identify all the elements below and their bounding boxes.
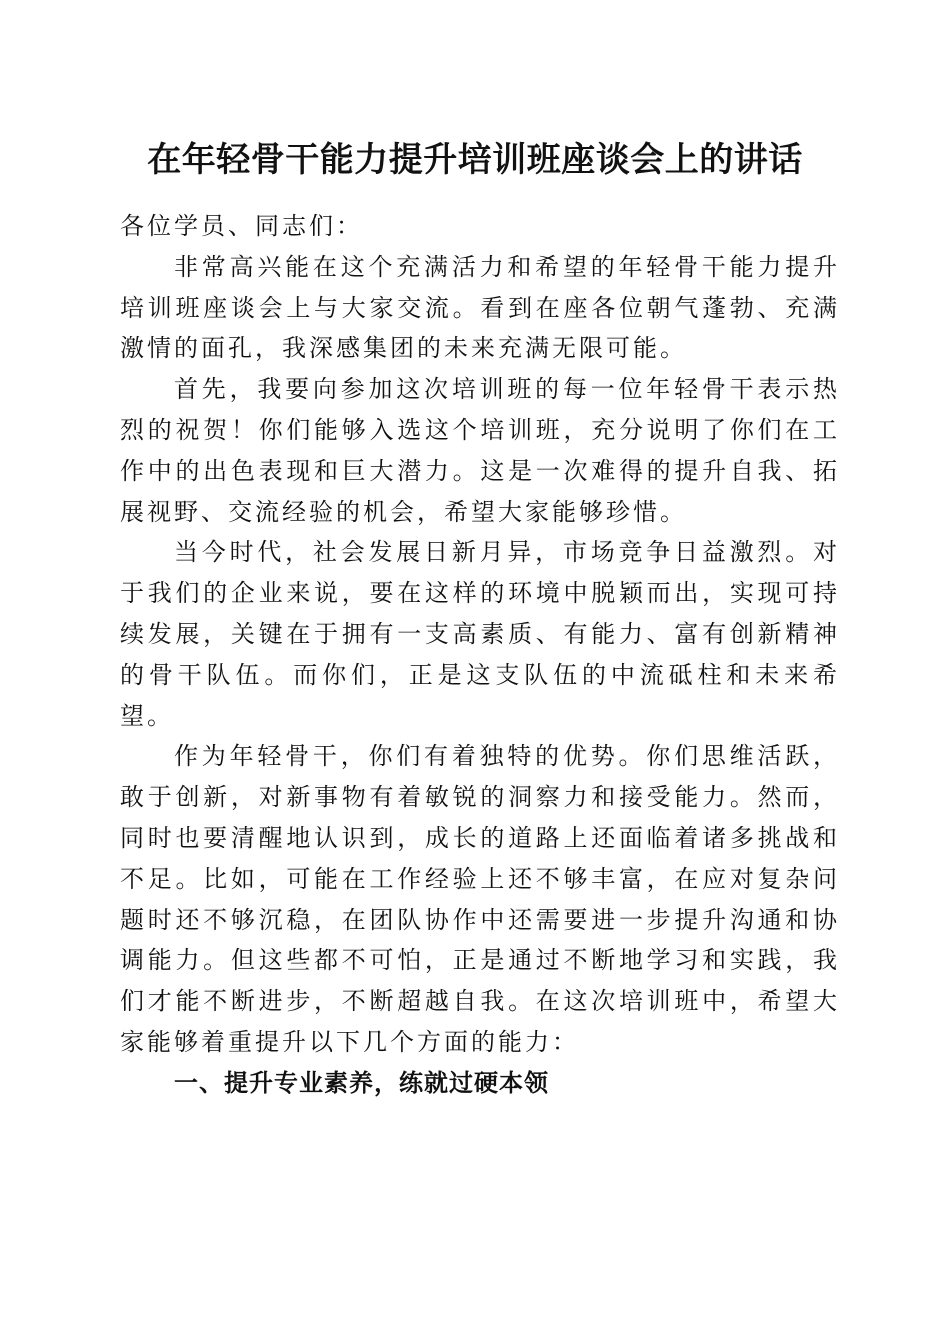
- section-heading-1: 一、提升专业素养，练就过硬本领: [174, 1068, 549, 1097]
- paragraph-2: 首先，我要向参加这次培训班的每一位年轻骨干表示热烈的祝贺！你们能够入选这个培训班，充分说明了你们在工作中的出色表现和巨大潜力。这是一次难得的提升自我、拓展视野、交流经验的机会，希望大家能够珍惜。: [120, 375, 840, 526]
- paragraph-4: 作为年轻骨干，你们有着独特的优势。你们思维活跃，敢于创新，对新事物有着敏锐的洞察力和接受能力。然而，同时也要清醒地认识到，成长的道路上还面临着诸多挑战和不足。比如，可能在工作经验上还不够丰富，在应对复杂问题时还不够沉稳，在团队协作中还需要进一步提升沟通和协调能力。但这些都不可怕，正是通过不断地学习和实践，我们才能不断进步，不断超越自我。在这次培训班中，希望大家能够着重提升以下几个方面的能力：: [120, 742, 840, 1056]
- salutation: 各位学员、同志们：: [120, 212, 363, 240]
- paragraph-1: 非常高兴能在这个充满活力和希望的年轻骨干能力提升培训班座谈会上与大家交流。看到在座各位朝气蓬勃、充满激情的面孔，我深感集团的未来充满无限可能。: [120, 252, 840, 363]
- document-title: 在年轻骨干能力提升培训班座谈会上的讲话: [147, 140, 803, 180]
- document-body: [120, 206, 840, 1104]
- paragraph-3: 当今时代，社会发展日新月异，市场竞争日益激烈。对于我们的企业来说，要在这样的环境中脱颖而出，实现可持续发展，关键在于拥有一支高素质、有能力、富有创新精神的骨干队伍。而你们，正是这支队伍的中流砥柱和未来希望。: [120, 538, 840, 730]
